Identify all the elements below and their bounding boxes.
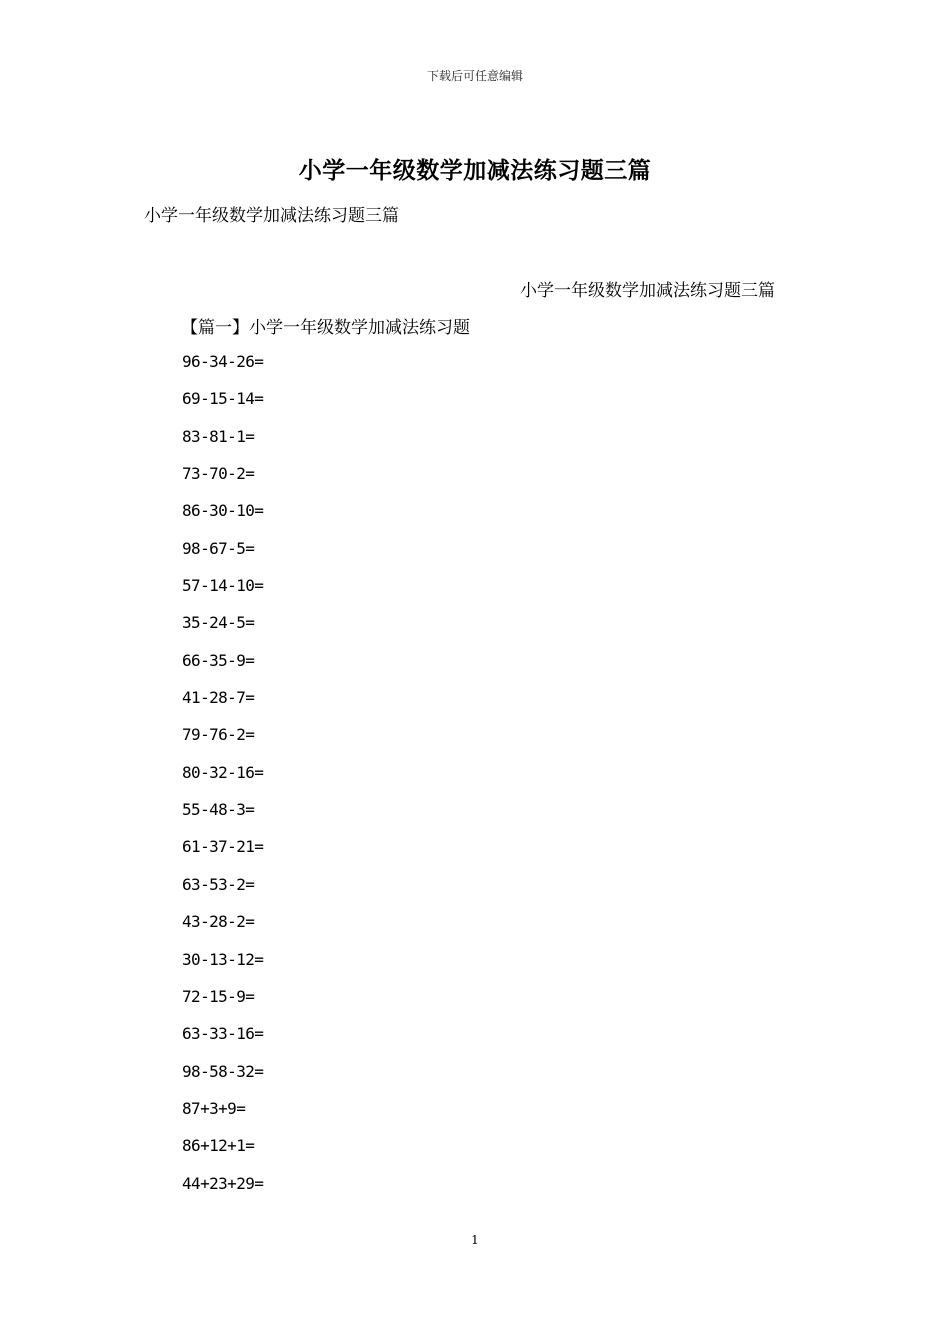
- exercise-item: 63-53-2=: [182, 874, 255, 894]
- exercise-item: 57-14-10=: [182, 576, 264, 596]
- exercise-item: 98-67-5=: [182, 538, 255, 558]
- exercise-item: 87+3+9=: [182, 1098, 246, 1118]
- exercise-item: 44+23+29=: [182, 1173, 264, 1193]
- page-number: 1: [471, 1233, 479, 1247]
- exercise-item: 55-48-3=: [182, 800, 255, 820]
- exercise-item: 69-15-14=: [182, 389, 264, 409]
- exercise-item: 35-24-5=: [182, 613, 255, 633]
- section-heading: 【篇一】小学一年级数学加减法练习题: [181, 318, 470, 338]
- exercise-item: 63-33-16=: [182, 1024, 264, 1044]
- exercise-item: 83-81-1=: [182, 426, 255, 446]
- right-aligned-title: 小学一年级数学加减法练习题三篇: [520, 281, 775, 301]
- exercise-item: 73-70-2=: [182, 464, 255, 484]
- exercise-item: 80-32-16=: [182, 762, 264, 782]
- exercise-item: 98-58-32=: [182, 1061, 264, 1081]
- exercise-item: 66-35-9=: [182, 650, 255, 670]
- exercise-list: [182, 351, 263, 1210]
- exercise-item: 96-34-26=: [182, 352, 264, 371]
- exercise-item: 79-76-2=: [182, 725, 255, 745]
- exercise-item: 86-30-10=: [182, 501, 264, 521]
- exercise-item: 43-28-2=: [182, 912, 255, 932]
- exercise-item: 86+12+1=: [182, 1136, 255, 1156]
- exercise-item: 41-28-7=: [182, 688, 255, 708]
- exercise-item: 61-37-21=: [182, 837, 264, 857]
- page-header: 下载后可任意编辑: [426, 69, 523, 83]
- document-title: 小学一年级数学加减法练习题三篇: [298, 157, 652, 184]
- document-subtitle: 小学一年级数学加减法练习题三篇: [144, 206, 399, 226]
- exercise-item: 30-13-12=: [182, 949, 264, 969]
- exercise-item: 72-15-9=: [182, 986, 255, 1006]
